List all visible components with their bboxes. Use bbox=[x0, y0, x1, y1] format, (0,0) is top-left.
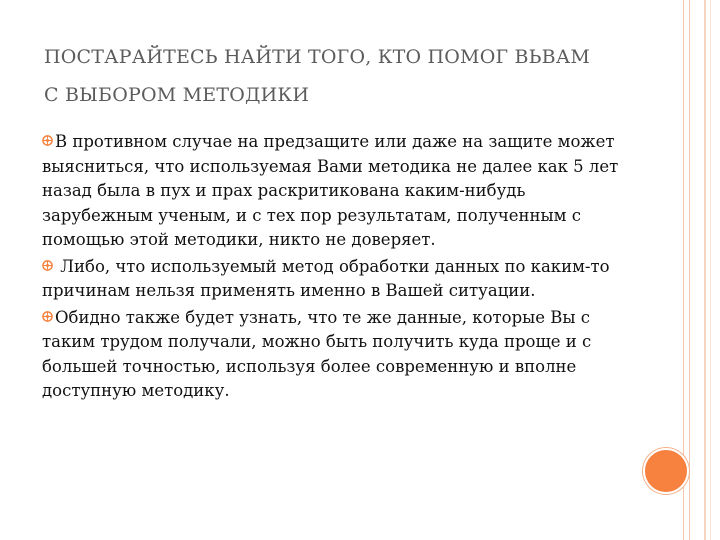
slide-title-line-1: ПОСТАРАЙТЕСЬ НАЙТИ ТОГО, КТО ПОМОГ ВЬВАМ bbox=[44, 46, 591, 68]
slide-body bbox=[42, 130, 632, 406]
decorative-line bbox=[710, 0, 711, 540]
bullet-text: Обидно также будет узнать, что те же данные, которые Вы с таким трудом получали, можно быть получить куда проще и с большей точностью, используя более современную и вполне доступную методику. bbox=[42, 307, 592, 400]
flower-bullet-icon bbox=[42, 260, 53, 271]
decorative-line bbox=[704, 0, 706, 540]
bullet-item bbox=[42, 130, 632, 253]
decorative-line bbox=[689, 0, 690, 540]
flower-bullet-icon bbox=[42, 135, 53, 146]
bullet-text: В противном случае на предзащите или даже на защите может выясниться, что используемая Вами методика не далее как 5 лет назад была в пух и прах раскритикована каким-нибудь зарубежным ученым, и с тех пор результатам, полученным с помощью этой методики, никто не доверяет. bbox=[42, 132, 619, 249]
bullet-text: Либо, что используемый метод обработки данных по каким-то причинам нельзя применять именно в Вашей ситуации. bbox=[42, 256, 610, 300]
slide-title bbox=[44, 38, 664, 114]
orange-circle-icon bbox=[643, 448, 689, 494]
slide-title-line-2: С ВЫБОРОМ МЕТОДИКИ bbox=[44, 84, 310, 106]
bullet-item bbox=[42, 306, 632, 404]
flower-bullet-icon bbox=[42, 311, 53, 322]
bullet-item bbox=[42, 255, 632, 304]
